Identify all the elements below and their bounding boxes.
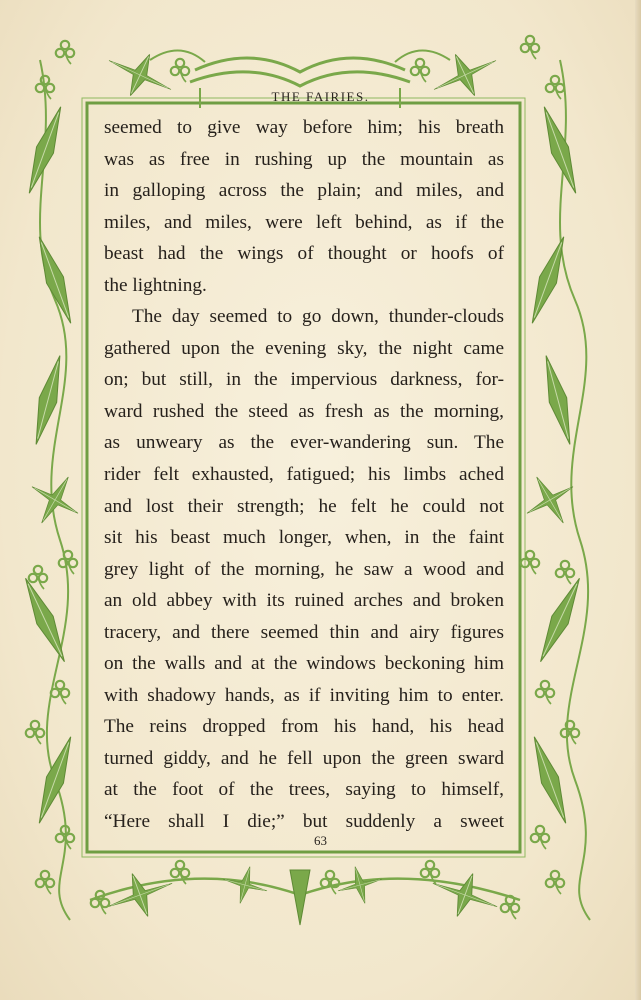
text-line: with shadowy hands, as if inviting him to enter.: [104, 684, 504, 706]
text-line: grey light of the morning, he saw a wood and: [104, 558, 504, 580]
page-number: 63: [314, 833, 327, 848]
body-text: [104, 112, 504, 838]
text-line: gathered upon the evening sky, the night came: [104, 337, 504, 359]
text-line: miles, and miles, were left behind, as if the: [104, 211, 504, 233]
text-line: The day seemed to go down, thunder-clouds: [132, 306, 504, 328]
text-line: on; but still, in the impervious darkness, for-: [104, 369, 504, 391]
text-line: at the foot of the trees, saying to himself,: [104, 779, 504, 801]
text-line: rider felt exhausted, fatigued; his limbs ached: [104, 464, 504, 486]
text-line: beast had the wings of thought or hoofs of: [104, 243, 504, 265]
text-line: and lost their strength; he felt he could not: [104, 495, 504, 517]
text-line: The reins dropped from his hand, his head: [104, 716, 504, 738]
text-line: the lightning.: [104, 274, 207, 296]
text-line: tracery, and there seemed thin and airy figures: [104, 621, 504, 643]
text-line: as unweary as the ever-wandering sun. The: [104, 432, 504, 454]
text-line: sit his beast much longer, when, in the faint: [104, 527, 504, 549]
text-line: turned giddy, and he fell upon the green sward: [104, 747, 504, 769]
text-line: seemed to give way before him; his breath: [104, 117, 504, 138]
running-head: THE FAIRIES.: [271, 89, 370, 104]
text-line: “Here shall I die;” but suddenly a sweet: [104, 811, 504, 833]
text-line: in galloping across the plain; and miles, and: [104, 180, 504, 202]
text-line: an old abbey with its ruined arches and broken: [104, 590, 504, 612]
text-line: ward rushed the steed as fresh as the morning,: [104, 400, 504, 422]
text-line: on the walls and at the windows beckoning him: [104, 653, 504, 675]
text-line: was as free in rushing up the mountain as: [104, 148, 504, 170]
